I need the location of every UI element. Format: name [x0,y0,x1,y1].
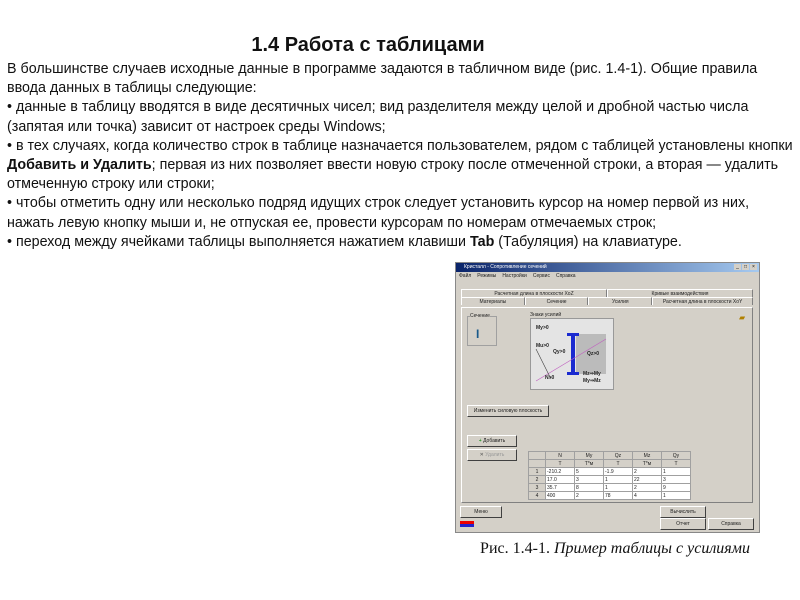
table-cell[interactable]: -210.2 [546,468,575,476]
section-label: Сечение [470,313,490,319]
tab-length-xoz[interactable]: Расчетная длина в плоскости XoZ [461,289,607,297]
corner-cell [529,452,546,460]
table-cell[interactable]: 17.0 [546,476,575,484]
add-label: Добавить [483,438,506,444]
app-window-screenshot [455,262,760,533]
paragraph [7,137,797,195]
column-unit: Т*м [633,460,662,468]
tab-materials[interactable]: Материалы [461,297,525,305]
table-cell[interactable]: 1 [662,492,691,500]
table-cell[interactable]: 9 [662,484,691,492]
column-header[interactable]: N [546,452,575,460]
column-unit: Т [662,460,691,468]
caption-text: Пример таблицы с усилиями [553,540,750,557]
text: • в тех случаях, когда количество строк в таблице назначается пользователем, рядом с таблицей установлены кнопки [7,137,793,154]
paragraph: • чтобы отметить одну или несколько подряд идущих строк следует установить курсор на номер первой из них, нажать левую кнопку мыши и, не отпуская ее, провести курсорам по номерам отмечаемых строк; [7,195,750,231]
diagram-label: My>0 [536,325,549,331]
table-row [529,468,691,476]
table-cell[interactable]: 4 [633,492,662,500]
minimize-icon[interactable]: _ [734,264,741,270]
window-title: Кристалл - Сопротивление сечений [464,264,547,270]
row-number[interactable]: 2 [529,476,546,484]
help-label: Справка [721,521,741,527]
menu-modes[interactable]: Режимы [477,273,497,279]
column-header[interactable]: Qz [604,452,633,460]
header-row [529,452,691,460]
title-bar [456,263,759,272]
menu-label: Меню [474,509,488,515]
column-header[interactable]: Mz [633,452,662,460]
row-number[interactable]: 1 [529,468,546,476]
force-signs-diagram [530,318,614,390]
menu-service[interactable]: Сервис [532,273,550,279]
help-button[interactable] [708,518,754,530]
tab-forces[interactable]: Усилия [588,297,652,305]
menu-file[interactable]: Файл [459,273,472,279]
diagram-label: Mz⇒My [583,371,601,377]
table-cell[interactable]: 35.7 [546,484,575,492]
table-cell[interactable]: 5 [575,468,604,476]
table-cell[interactable]: 1 [604,476,633,484]
diagram-label: Mu>0 [536,343,549,349]
table-cell[interactable]: 78 [604,492,633,500]
plus-icon: + [478,438,484,444]
table-cell[interactable]: 3 [575,476,604,484]
column-unit: Т*м [575,460,604,468]
table-row [529,484,691,492]
text: ; первая из них позволяет ввести новую строку после отмеченной строки, а вторая — удалить отмеченную строку или строки; [7,157,779,193]
paragraph: • данные в таблицу вводятся в виде десятичных чисел; вид разделителя между целой и дробной частью числа (запятая или точка) зависит от настроек среды Windows; [7,99,749,135]
add-button[interactable] [467,435,517,447]
signs-label: Знаки усилий [530,312,562,318]
diagram-label: Qy>0 [553,349,566,355]
forces-table [528,451,691,500]
table-cell[interactable]: 22 [633,476,662,484]
calculate-label: Вычислить [670,509,696,515]
column-header[interactable]: Qy [662,452,691,460]
tab-section[interactable]: Сечение [525,297,589,305]
page-title: 1.4 Работа с таблицами [251,34,485,56]
table-cell[interactable]: 3 [662,476,691,484]
row-number[interactable]: 3 [529,484,546,492]
body-text [7,60,797,252]
menu-bar [456,272,759,280]
delete-x-icon: ✕ [479,452,486,458]
delete-label: Удалить [485,452,505,458]
table-cell[interactable]: 2 [633,468,662,476]
report-label: Отчет [676,521,690,527]
table-cell[interactable]: 2 [575,492,604,500]
text: • переход между ячейками таблицы выполняется нажатием клавиши [7,233,470,250]
tab-interaction-curves[interactable]: Кривые взаимодействия [607,289,753,297]
diagram-label: Qz>0 [587,351,600,357]
bold-text: Tab [469,233,495,250]
maximize-icon[interactable]: □ [743,264,748,270]
corner-cell [529,460,546,468]
close-icon[interactable]: × [750,264,757,270]
section-group [467,313,497,346]
tabs [461,289,753,305]
table-cell[interactable]: -1.9 [604,468,633,476]
bold-text: Добавить и Удалить [7,157,152,174]
logo-icon [460,521,474,527]
row-number[interactable]: 4 [529,492,546,500]
delete-button[interactable] [467,449,517,461]
figure-caption [455,538,775,559]
calculate-button[interactable] [660,506,706,518]
paragraph: В большинстве случаев исходные данные в программе задаются в табличном виде (рис. 1.4-1). Общие правила ввода данных в таблицы следующие: [7,61,758,97]
change-plane-button[interactable]: Изменить силовую плоскость [467,405,549,417]
i-beam-icon: I [476,327,480,341]
column-unit: Т [604,460,633,468]
menu-button[interactable] [460,506,502,518]
table-cell[interactable]: 1 [604,484,633,492]
table-row [529,492,691,500]
column-header[interactable]: My [575,452,604,460]
report-button[interactable] [660,518,706,530]
unit-row [529,460,691,468]
table-cell[interactable]: 2 [633,484,662,492]
table-cell[interactable]: 1 [662,468,691,476]
table-cell[interactable]: 8 [575,484,604,492]
open-folder-icon[interactable]: ▰ [739,313,746,322]
text: (Табуляция) на клавиатуре. [494,233,682,250]
paragraph [7,233,797,252]
menu-help[interactable]: Справка [555,273,576,279]
diagram-label: My⇒Mz [583,378,601,384]
table-row [529,476,691,484]
column-unit: Т [546,460,575,468]
diagram-label: N>0 [545,375,555,381]
table-cell[interactable]: 400 [546,492,575,500]
caption-number: Рис. 1.4-1. [480,540,554,557]
forces-panel [461,307,753,503]
tab-length-xoy[interactable]: Расчетная длина в плоскости XoY [652,297,753,305]
menu-settings[interactable]: Настройки [502,273,527,279]
